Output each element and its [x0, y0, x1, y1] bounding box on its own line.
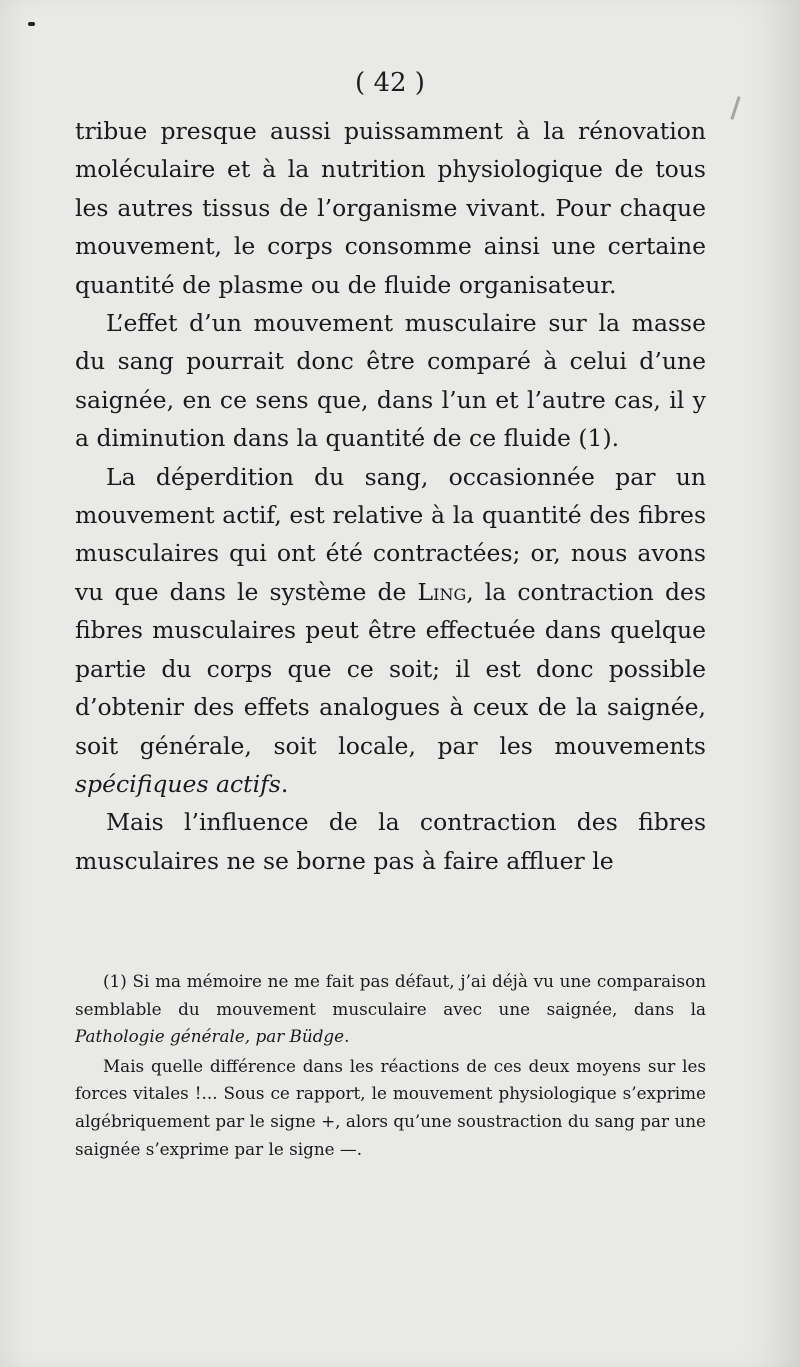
- paragraph-2: L’effet d’un mouvement musculaire sur la masse du sang pourrait donc être comparé à celui d’une saignée, en ce sens que, dans l’un et l’autre cas, il y a diminution dans la quantité de ce fluide (1).: [75, 309, 706, 453]
- footnote-1: [75, 968, 706, 1051]
- ink-speck: [28, 22, 35, 26]
- paragraph-3-text-a: La déperdition du sang, occasionnée par un mouvement actif, est relative à la quantité des fibres musculaires qui ont été contractées; or, nous avons vu que dans le système de: [75, 462, 706, 606]
- page-number: ( 42 ): [355, 68, 425, 98]
- paragraph-3-text-b: , la contraction des fibres musculaires peut être effectuée dans quelque partie du corps que ce soit; il est donc possible d’obtenir des effets analogues à ceux de la saignée, soit générale, soit locale, par les mouvements: [75, 577, 706, 760]
- paragraph-3: [75, 458, 706, 804]
- paragraph-1: tribue presque aussi puissamment à la rénovation moléculaire et à la nutrition physiologique de tous les autres tissus de l’organisme vivant. Pour chaque mouvement, le corps consomme ainsi une certaine quantité de plasme ou de fluide organisateur.: [75, 117, 706, 299]
- main-text: [75, 112, 706, 880]
- italic-phrase: spécifiques actifs: [75, 769, 281, 798]
- footnote-1-end: .: [344, 1026, 350, 1047]
- footnote-1-citation: Pathologie générale, par Büdge: [75, 1026, 345, 1047]
- footnotes: [75, 968, 706, 1163]
- author-name-ling: Ling: [417, 577, 467, 606]
- margin-mark: [730, 96, 740, 120]
- paragraph-4: Mais l’influence de la contraction des fibres musculaires ne se borne pas à faire affluer le: [75, 808, 706, 875]
- footnote-1-continued: Mais quelle différence dans les réactions de ces deux moyens sur les forces vitales !... Sous ce rapport, le mouvement physiologique s’exprime algébriquement par le signe +, alors qu’une soustraction du sang par une saignée s’exprime par le signe —.: [75, 1055, 706, 1159]
- footnote-1-text: (1) Si ma mémoire ne me fait pas défaut, j’ai déjà vu une comparaison semblable du mouvement musculaire avec une saignée, dans la: [75, 971, 706, 1019]
- paragraph-3-end: .: [280, 769, 289, 798]
